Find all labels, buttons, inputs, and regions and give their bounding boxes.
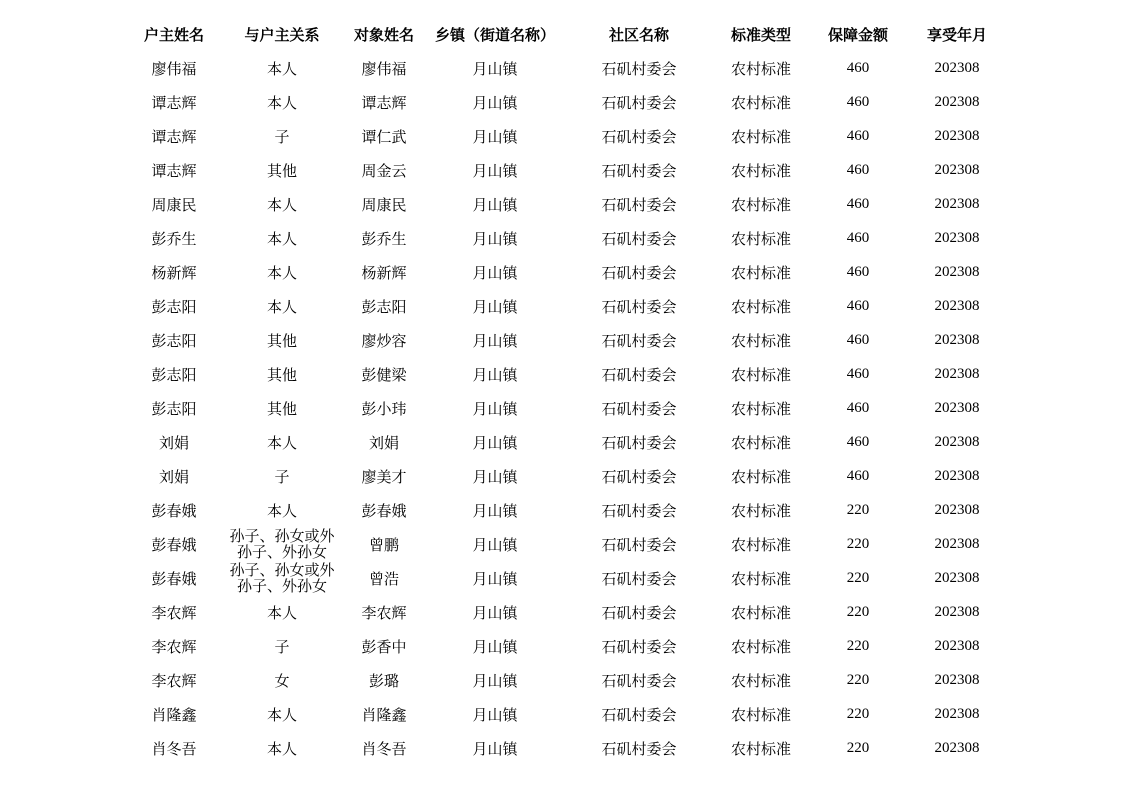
relation-cell: 子 (274, 127, 290, 146)
community-header: 社区名称 (608, 25, 669, 44)
relation-cell: 本人 (266, 501, 297, 520)
household-head-cell: 刘娟 (158, 433, 189, 452)
community-cell: 石矶村委会 (601, 399, 677, 418)
table-row (120, 289, 1000, 323)
town-cell: 月山镇 (472, 603, 518, 622)
table-row (120, 391, 1000, 425)
amount-cell: 460 (846, 331, 870, 348)
month-cell: 202308 (934, 263, 980, 280)
household-head-cell: 李农辉 (151, 603, 197, 622)
household-head-cell: 彭乔生 (151, 229, 197, 248)
subject-name-cell: 彭璐 (368, 671, 399, 690)
household-head-cell: 廖伟福 (151, 59, 197, 78)
town-cell: 月山镇 (472, 229, 518, 248)
subject-name-cell: 彭香中 (361, 637, 407, 656)
month-cell: 202308 (934, 399, 980, 416)
household-head-cell: 彭春娥 (151, 501, 197, 520)
month-cell: 202308 (934, 637, 980, 654)
community-cell: 石矶村委会 (601, 229, 677, 248)
household-head-cell: 彭春娥 (151, 569, 197, 588)
table-row (120, 357, 1000, 391)
assistance-table (120, 17, 1000, 765)
month-cell: 202308 (934, 297, 980, 314)
month-cell: 202308 (934, 569, 980, 586)
town-cell: 月山镇 (472, 501, 518, 520)
subject-name-cell: 廖美才 (361, 467, 407, 486)
community-cell: 石矶村委会 (601, 263, 677, 282)
standard-type-cell: 农村标准 (730, 671, 791, 690)
household-head-cell: 刘娟 (158, 467, 189, 486)
town-cell: 月山镇 (472, 433, 518, 452)
amount-cell: 220 (846, 569, 870, 586)
community-cell: 石矶村委会 (601, 705, 677, 724)
month-cell: 202308 (934, 195, 980, 212)
relation-cell: 本人 (266, 195, 297, 214)
relation-cell: 其他 (266, 365, 297, 384)
table-row (120, 425, 1000, 459)
relation-cell: 子 (274, 467, 290, 486)
community-cell: 石矶村委会 (601, 433, 677, 452)
amount-cell: 460 (846, 263, 870, 280)
relation-cell: 本人 (266, 739, 297, 758)
table-row (120, 85, 1000, 119)
table-row (120, 527, 1000, 561)
amount-cell: 460 (846, 161, 870, 178)
community-cell: 石矶村委会 (601, 297, 677, 316)
standard-type-cell: 农村标准 (730, 467, 791, 486)
amount-cell: 220 (846, 535, 870, 552)
table-row (120, 493, 1000, 527)
subject-name-cell: 曾浩 (368, 569, 399, 588)
amount-cell: 460 (846, 195, 870, 212)
household-head-cell: 彭志阳 (151, 399, 197, 418)
amount-cell: 460 (846, 59, 870, 76)
community-cell: 石矶村委会 (601, 569, 677, 588)
amount-cell: 220 (846, 637, 870, 654)
standard-type-cell: 农村标准 (730, 705, 791, 724)
month-cell: 202308 (934, 161, 980, 178)
table-row (120, 119, 1000, 153)
amount-cell: 460 (846, 127, 870, 144)
month-cell: 202308 (934, 93, 980, 110)
amount-cell: 460 (846, 467, 870, 484)
household-head-cell: 谭志辉 (151, 161, 197, 180)
standard-type-cell: 农村标准 (730, 195, 791, 214)
town-cell: 月山镇 (472, 467, 518, 486)
relation-cell: 女 (274, 671, 290, 690)
amount-cell: 460 (846, 93, 870, 110)
household-head-cell: 谭志辉 (151, 93, 197, 112)
community-cell: 石矶村委会 (601, 671, 677, 690)
community-cell: 石矶村委会 (601, 93, 677, 112)
town-cell: 月山镇 (472, 739, 518, 758)
standard-type-cell: 农村标准 (730, 127, 791, 146)
community-cell: 石矶村委会 (601, 127, 677, 146)
household-head-cell: 彭志阳 (151, 331, 197, 350)
amount-cell: 220 (846, 603, 870, 620)
month-cell: 202308 (934, 331, 980, 348)
table-row (120, 459, 1000, 493)
subject-name-cell: 彭志阳 (361, 297, 407, 316)
standard-type-cell: 农村标准 (730, 739, 791, 758)
town-cell: 月山镇 (472, 195, 518, 214)
town-cell: 月山镇 (472, 263, 518, 282)
table-body (120, 51, 1000, 765)
table-row (120, 221, 1000, 255)
household-head-cell: 李农辉 (151, 671, 197, 690)
household-head-cell: 彭志阳 (151, 365, 197, 384)
community-cell: 石矶村委会 (601, 603, 677, 622)
community-cell: 石矶村委会 (601, 365, 677, 384)
amount-cell: 220 (846, 739, 870, 756)
standard-type-cell: 农村标准 (730, 365, 791, 384)
subject-name-cell: 杨新辉 (361, 263, 407, 282)
month-cell: 202308 (934, 535, 980, 552)
amount-cell: 460 (846, 297, 870, 314)
town-cell: 月山镇 (472, 127, 518, 146)
standard-type-cell: 农村标准 (730, 59, 791, 78)
relation-cell: 其他 (266, 161, 297, 180)
town-cell: 月山镇 (472, 705, 518, 724)
subject-name-cell: 肖隆鑫 (361, 705, 407, 724)
household-head-cell: 周康民 (151, 195, 197, 214)
town-cell: 月山镇 (472, 365, 518, 384)
town-cell: 月山镇 (472, 297, 518, 316)
table-row (120, 561, 1000, 595)
subject-name-cell: 李农辉 (361, 603, 407, 622)
document-page (120, 17, 1000, 765)
household-head-cell: 肖冬吾 (151, 739, 197, 758)
standard-type-cell: 农村标准 (730, 161, 791, 180)
standard-type-cell: 农村标准 (730, 501, 791, 520)
community-cell: 石矶村委会 (601, 161, 677, 180)
community-cell: 石矶村委会 (601, 535, 677, 554)
subject-name-cell: 谭仁武 (361, 127, 407, 146)
community-cell: 石矶村委会 (601, 467, 677, 486)
community-cell: 石矶村委会 (601, 739, 677, 758)
community-cell: 石矶村委会 (601, 331, 677, 350)
table-row (120, 51, 1000, 85)
standard-type-cell: 农村标准 (730, 637, 791, 656)
table-row (120, 323, 1000, 357)
month-header: 享受年月 (926, 25, 987, 44)
community-cell: 石矶村委会 (601, 195, 677, 214)
standard-type-cell: 农村标准 (730, 93, 791, 112)
relation-cell: 孙子、孙女或外孙子、外孙女 (229, 527, 335, 561)
town-cell: 月山镇 (472, 59, 518, 78)
town-cell: 月山镇 (472, 331, 518, 350)
community-cell: 石矶村委会 (601, 59, 677, 78)
relation-cell: 其他 (266, 331, 297, 350)
standard-type-cell: 农村标准 (730, 263, 791, 282)
month-cell: 202308 (934, 501, 980, 518)
header-row (120, 17, 1000, 51)
subject-name-cell: 刘娟 (368, 433, 399, 452)
standard-type-cell: 农村标准 (730, 535, 791, 554)
relation-header: 与户主关系 (244, 25, 320, 44)
subject-name-cell: 彭春娥 (361, 501, 407, 520)
subject-name-cell: 彭乔生 (361, 229, 407, 248)
relation-cell: 本人 (266, 603, 297, 622)
amount-cell: 220 (846, 705, 870, 722)
relation-cell: 本人 (266, 297, 297, 316)
household-head-cell: 彭春娥 (151, 535, 197, 554)
relation-cell: 本人 (266, 705, 297, 724)
relation-cell: 本人 (266, 229, 297, 248)
month-cell: 202308 (934, 229, 980, 246)
month-cell: 202308 (934, 127, 980, 144)
household-head-cell: 李农辉 (151, 637, 197, 656)
subject-name-header: 对象姓名 (353, 25, 414, 44)
month-cell: 202308 (934, 603, 980, 620)
relation-cell: 本人 (266, 59, 297, 78)
standard-type-cell: 农村标准 (730, 399, 791, 418)
town-cell: 月山镇 (472, 637, 518, 656)
table-row (120, 629, 1000, 663)
amount-header: 保障金额 (827, 25, 888, 44)
household-head-cell: 彭志阳 (151, 297, 197, 316)
town-cell: 月山镇 (472, 93, 518, 112)
subject-name-cell: 廖炒容 (361, 331, 407, 350)
head-name-header: 户主姓名 (143, 25, 204, 44)
subject-name-cell: 彭小玮 (361, 399, 407, 418)
month-cell: 202308 (934, 739, 980, 756)
town-cell: 月山镇 (472, 569, 518, 588)
table-row (120, 663, 1000, 697)
relation-cell: 本人 (266, 263, 297, 282)
table-row (120, 153, 1000, 187)
subject-name-cell: 彭健梁 (361, 365, 407, 384)
month-cell: 202308 (934, 467, 980, 484)
relation-cell: 孙子、孙女或外孙子、外孙女 (229, 561, 335, 595)
town-header: 乡镇（街道名称） (434, 25, 555, 44)
table-row (120, 731, 1000, 765)
table-row (120, 595, 1000, 629)
standard-type-cell: 农村标准 (730, 603, 791, 622)
household-head-cell: 肖隆鑫 (151, 705, 197, 724)
standard-type-cell: 农村标准 (730, 229, 791, 248)
amount-cell: 460 (846, 433, 870, 450)
subject-name-cell: 曾鹏 (368, 535, 399, 554)
month-cell: 202308 (934, 671, 980, 688)
standard-type-cell: 农村标准 (730, 331, 791, 350)
standard-type-cell: 农村标准 (730, 569, 791, 588)
subject-name-cell: 谭志辉 (361, 93, 407, 112)
subject-name-cell: 廖伟福 (361, 59, 407, 78)
relation-cell: 本人 (266, 433, 297, 452)
household-head-cell: 谭志辉 (151, 127, 197, 146)
table-row (120, 697, 1000, 731)
month-cell: 202308 (934, 433, 980, 450)
standard-type-cell: 农村标准 (730, 297, 791, 316)
town-cell: 月山镇 (472, 535, 518, 554)
table-row (120, 255, 1000, 289)
household-head-cell: 杨新辉 (151, 263, 197, 282)
community-cell: 石矶村委会 (601, 637, 677, 656)
relation-cell: 其他 (266, 399, 297, 418)
subject-name-cell: 周金云 (361, 161, 407, 180)
amount-cell: 220 (846, 671, 870, 688)
amount-cell: 460 (846, 365, 870, 382)
amount-cell: 460 (846, 399, 870, 416)
town-cell: 月山镇 (472, 671, 518, 690)
standard-type-cell: 农村标准 (730, 433, 791, 452)
subject-name-cell: 周康民 (361, 195, 407, 214)
town-cell: 月山镇 (472, 161, 518, 180)
table-row (120, 187, 1000, 221)
amount-cell: 220 (846, 501, 870, 518)
subject-name-cell: 肖冬吾 (361, 739, 407, 758)
month-cell: 202308 (934, 365, 980, 382)
amount-cell: 460 (846, 229, 870, 246)
relation-cell: 本人 (266, 93, 297, 112)
community-cell: 石矶村委会 (601, 501, 677, 520)
town-cell: 月山镇 (472, 399, 518, 418)
relation-cell: 子 (274, 637, 290, 656)
month-cell: 202308 (934, 59, 980, 76)
standard-type-header: 标准类型 (730, 25, 791, 44)
month-cell: 202308 (934, 705, 980, 722)
